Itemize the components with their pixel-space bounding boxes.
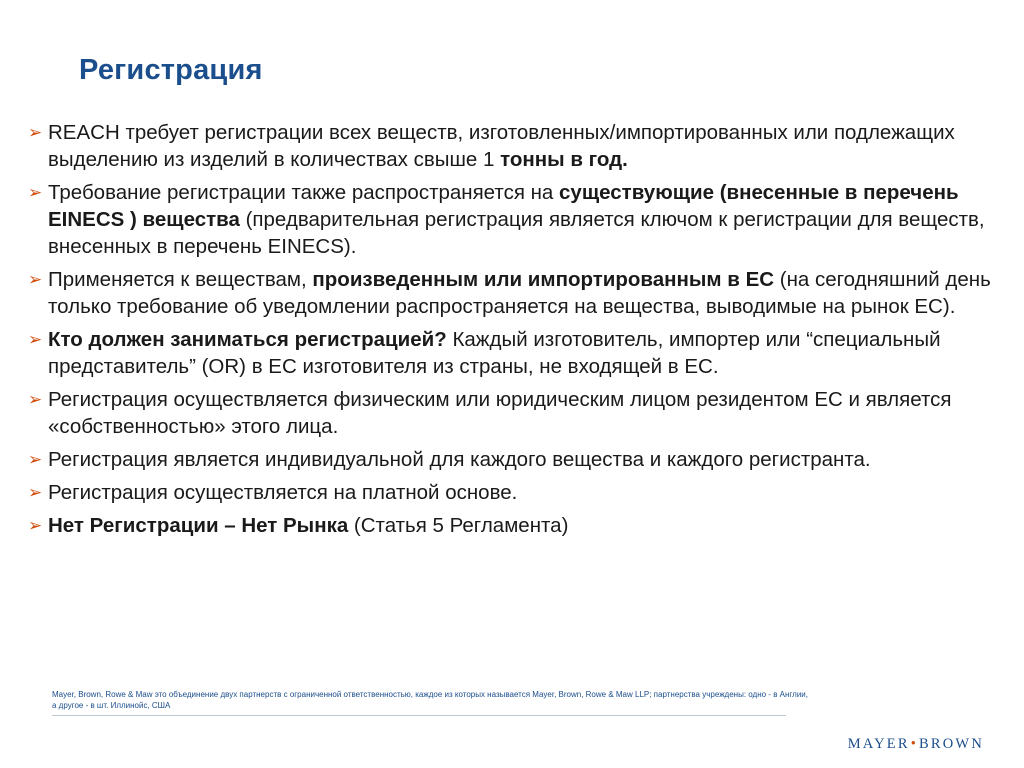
bullet-text: Применяется к веществам, — [48, 268, 313, 291]
bullet-text: Каждый изготовитель, импортер или “специальный представитель” (OR) в ЕС изготовителя из страны, не входящей в ЕС. — [48, 328, 941, 378]
bullet-item — [28, 266, 1003, 320]
bullet-emphasis: Кто должен заниматься регистрацией? — [48, 328, 447, 351]
mayer-brown-logo — [848, 736, 984, 753]
bullet-emphasis: Нет Регистрации – Нет Рынка — [48, 514, 349, 537]
bullet-item — [28, 119, 1003, 173]
logo-word-brown: BROWN — [919, 736, 984, 752]
logo-word-mayer: MAYER — [847, 736, 910, 752]
arrow-bullet-icon: ➢ — [28, 390, 43, 409]
arrow-bullet-icon: ➢ — [28, 123, 43, 142]
bullet-item — [28, 512, 1003, 539]
bullet-text: Регистрация является индивидуальной для каждого вещества и каждого регистранта. — [48, 448, 871, 471]
bullet-list — [28, 119, 1003, 545]
bullet-emphasis: произведенным или импортированным в ЕС — [312, 268, 775, 291]
bullet-text: Требование регистрации также распространяется на — [48, 181, 560, 204]
arrow-bullet-icon: ➢ — [28, 270, 43, 289]
bullet-item — [28, 179, 1003, 260]
logo-dot: • — [910, 736, 919, 752]
bullet-text: (на сегодняшний день только требование об уведомлении распространяется на вещества, выводимые на рынок ЕС). — [48, 268, 991, 318]
bullet-emphasis: тонны в год. — [500, 148, 628, 171]
bullet-text: (предварительная регистрация является ключом к регистрации для веществ, внесенных в перечень EINECS). — [48, 208, 985, 258]
bullet-item — [28, 446, 1003, 473]
arrow-bullet-icon: ➢ — [28, 483, 43, 502]
bullet-text: REACH требует регистрации всех веществ, изготовленных/импортированных или подлежащих выделению из изделий в количествах свыше 1 — [48, 121, 955, 171]
bullet-emphasis: существующие (внесенные в перечень EINECS ) вещества — [48, 181, 959, 231]
arrow-bullet-icon: ➢ — [28, 183, 43, 202]
arrow-bullet-icon: ➢ — [28, 450, 43, 469]
footer-divider — [52, 715, 786, 716]
footer-disclaimer: Mayer, Brown, Rowe & Maw это объединение двух партнерств с ограниченной ответственностью, каждое из которых называется Mayer, Brown, Rowe & Maw LLP; партнерства учреждены: одно - в Англии, а другое - в шт. Иллинойс, США — [52, 690, 808, 710]
slide-title: Регистрация — [79, 54, 263, 86]
bullet-item — [28, 479, 1003, 506]
arrow-bullet-icon: ➢ — [28, 516, 43, 535]
bullet-item — [28, 326, 1003, 380]
arrow-bullet-icon: ➢ — [28, 330, 43, 349]
bullet-text: Регистрация осуществляется на платной основе. — [48, 481, 518, 504]
bullet-text: Регистрация осуществляется физическим или юридическим лицом резидентом ЕС и является «собственностью» этого лица. — [48, 388, 952, 438]
bullet-text: (Статья 5 Регламента) — [348, 514, 569, 537]
bullet-item — [28, 386, 1003, 440]
